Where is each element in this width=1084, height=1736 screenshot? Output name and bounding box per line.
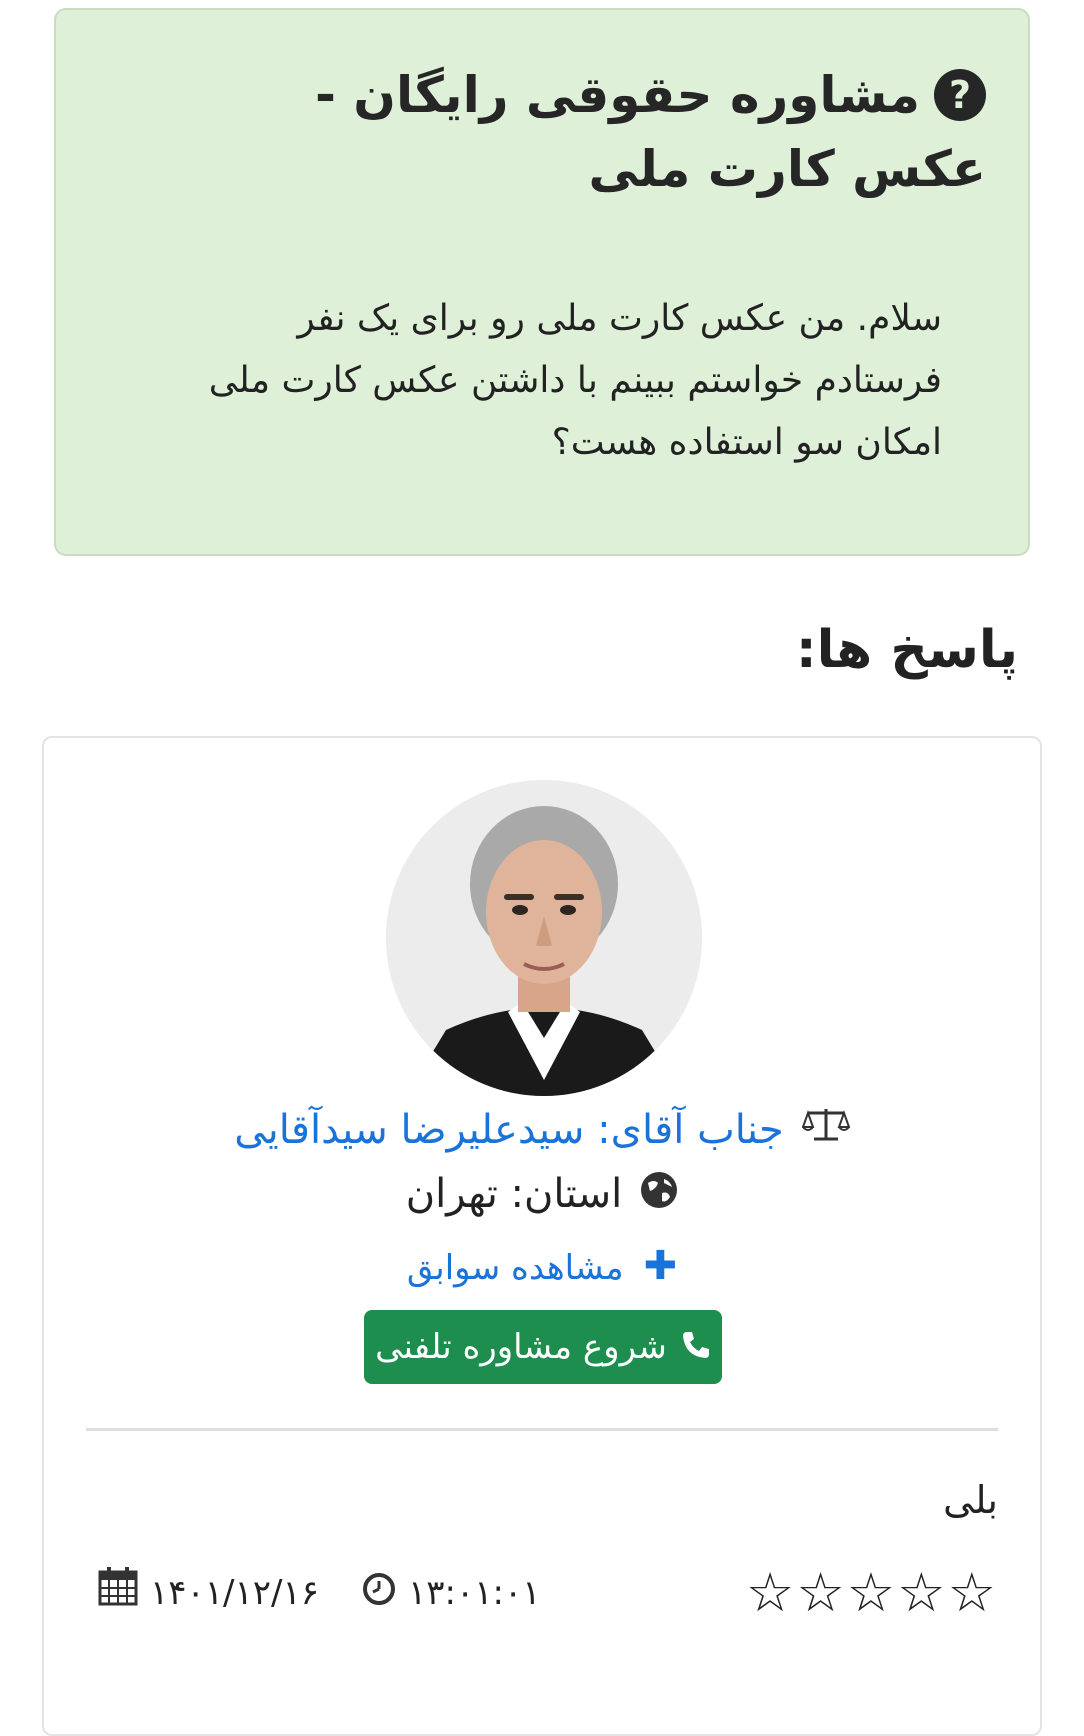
answer-date-text: ۱۴۰۱/۱۲/۱۶ xyxy=(150,1573,320,1613)
question-body: سلام. من عکس کارت ملی رو برای یک نفر فرستادم خواستم ببینم با داشتن عکس کارت ملی امکان سو استفاده هست؟ xyxy=(208,298,942,463)
rating-star-2[interactable]: ☆ xyxy=(897,1561,948,1624)
answer-time xyxy=(362,1558,540,1630)
scales-icon xyxy=(802,1102,850,1162)
calendar-icon xyxy=(98,1560,138,1630)
province-text: استان: تهران xyxy=(405,1171,623,1217)
phone-icon xyxy=(681,1312,711,1386)
call-button-label: شروع مشاوره تلفنی xyxy=(375,1327,667,1367)
question-title-text: مشاوره حقوقی رایگان - عکس کارت ملی xyxy=(315,66,986,198)
rating-star-1[interactable]: ☆ xyxy=(947,1561,998,1624)
start-phone-consultation-button[interactable] xyxy=(364,1310,722,1384)
globe-icon xyxy=(640,1168,678,1224)
question-circle-icon: ? xyxy=(934,69,986,121)
province-line xyxy=(44,1166,1040,1222)
lawyer-name-link[interactable]: جناب آقای: سیدعلیرضا سیدآقایی xyxy=(234,1107,784,1153)
answers-heading: پاسخ ها: xyxy=(795,620,1018,680)
history-line[interactable] xyxy=(44,1238,1040,1294)
plus-icon: ✚ xyxy=(643,1243,678,1289)
rating-stars[interactable] xyxy=(746,1558,998,1628)
answer-text: بلی xyxy=(943,1478,998,1522)
rating-star-4[interactable]: ☆ xyxy=(796,1561,847,1624)
view-history-link[interactable]: مشاهده سوابق xyxy=(406,1248,624,1288)
answer-date xyxy=(98,1558,319,1630)
divider xyxy=(86,1428,998,1431)
question-title xyxy=(166,58,986,206)
rating-star-3[interactable]: ☆ xyxy=(846,1561,898,1624)
lawyer-avatar[interactable] xyxy=(386,780,702,1096)
rating-star-5[interactable]: ☆ xyxy=(745,1561,797,1624)
answer-meta-row xyxy=(44,1558,1040,1628)
lawyer-line xyxy=(44,1100,1040,1160)
answer-time-text: ۱۳:۰۱:۰۱ xyxy=(408,1573,541,1613)
clock-icon xyxy=(362,1560,396,1630)
answer-card xyxy=(42,736,1042,1736)
question-card xyxy=(54,8,1030,556)
